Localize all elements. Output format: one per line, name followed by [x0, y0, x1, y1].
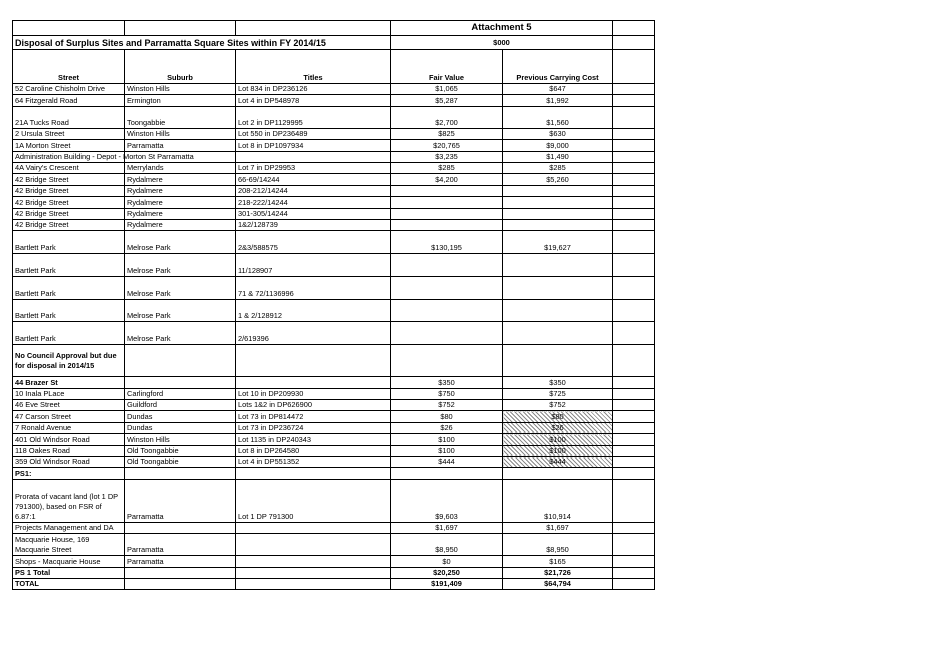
- cell-suburb: Old Toongabbie: [125, 445, 236, 456]
- cell-fair-value: $350: [391, 377, 503, 388]
- cell-previous-carrying-cost: $100: [503, 434, 613, 445]
- cell-suburb: Merrylands: [125, 162, 236, 173]
- grand-total-row-previous-carrying-cost: $64,794: [503, 578, 613, 589]
- table-row: [13, 276, 655, 299]
- cell-suburb: [125, 377, 236, 388]
- cell-street: 2 Ursula Street: [13, 128, 125, 139]
- cell-titles: [236, 522, 391, 533]
- column-header-row: [13, 50, 655, 84]
- cell-suburb: Rydalmere: [125, 197, 236, 208]
- cell-titles: Lot 1135 in DP240343: [236, 434, 391, 445]
- col-header-titles: Titles: [236, 50, 391, 84]
- cell-suburb: [125, 522, 236, 533]
- cell-titles: Lot 7 in DP29953: [236, 162, 391, 173]
- cell-titles: Lot 4 in DP548978: [236, 95, 391, 106]
- cell-fair-value: $130,195: [391, 231, 503, 254]
- cell-suburb: Melrose Park: [125, 231, 236, 254]
- cell-fair-value: $20,765: [391, 140, 503, 151]
- cell-fair-value: $1,065: [391, 84, 503, 95]
- cell-previous-carrying-cost: $752: [503, 400, 613, 411]
- cell-fair-value: $3,235: [391, 151, 503, 162]
- cell-fair-value: $5,287: [391, 95, 503, 106]
- cell-previous-carrying-cost: $1,992: [503, 95, 613, 106]
- table-row: [13, 400, 655, 411]
- cell-titles: 2/619396: [236, 322, 391, 345]
- table-row: [13, 299, 655, 322]
- cell-suburb: Rydalmere: [125, 208, 236, 219]
- cell-fair-value: $80: [391, 411, 503, 422]
- cell-street: Shops - Macquarie House: [13, 556, 125, 567]
- cell-suburb: Guildford: [125, 400, 236, 411]
- sheet-title: Disposal of Surplus Sites and Parramatta Square Sites within FY 2014/15: [13, 36, 391, 50]
- table-row: [13, 434, 655, 445]
- cell-suburb: Rydalmere: [125, 185, 236, 196]
- ps1-total-row-fair-value: $20,250: [391, 567, 503, 578]
- disposal-sites-table: [12, 20, 655, 590]
- grand-total-row-fair-value: $191,409: [391, 578, 503, 589]
- cell-titles: 301-305/14244: [236, 208, 391, 219]
- col-header-fair-value: Fair Value: [391, 50, 503, 84]
- ps1-total-row-label: PS 1 Total: [13, 567, 125, 578]
- attachment-label: Attachment 5: [391, 21, 613, 36]
- cell-street: 42 Bridge Street: [13, 197, 125, 208]
- cell-fair-value: $825: [391, 128, 503, 139]
- cell-street: Prorata of vacant land (lot 1 DP 791300), based on FSR of 6.87:1: [13, 479, 125, 522]
- cell-suburb: Melrose Park: [125, 322, 236, 345]
- cell-titles: Lot 73 in DP236724: [236, 422, 391, 433]
- cell-suburb: Carlingford: [125, 388, 236, 399]
- cell-fair-value: $4,200: [391, 174, 503, 185]
- cell-titles: [236, 534, 391, 556]
- table-row: [13, 457, 655, 468]
- cell-suburb: Rydalmere: [125, 174, 236, 185]
- table-row: [13, 534, 655, 556]
- cell-street: 359 Old Windsor Road: [13, 457, 125, 468]
- cell-suburb: Parramatta: [125, 140, 236, 151]
- cell-street: 42 Bridge Street: [13, 174, 125, 185]
- cell-suburb: Melrose Park: [125, 254, 236, 277]
- cell-street: 4A Vairy's Crescent: [13, 162, 125, 173]
- ps1-total-row: [13, 567, 655, 578]
- table-row: [13, 388, 655, 399]
- cell-suburb: Winston Hills: [125, 434, 236, 445]
- cell-titles: 218-222/14244: [236, 197, 391, 208]
- table-row: [13, 106, 655, 128]
- cell-titles: [236, 556, 391, 567]
- cell-previous-carrying-cost: $630: [503, 128, 613, 139]
- cell-street: 42 Bridge Street: [13, 219, 125, 230]
- cell-titles: Lot 73 in DP814472: [236, 411, 391, 422]
- table-row: [13, 231, 655, 254]
- cell-titles: Lots 1&2 in DP626900: [236, 400, 391, 411]
- grand-total-row: [13, 578, 655, 589]
- table-row: [13, 479, 655, 522]
- cell-street: Bartlett Park: [13, 276, 125, 299]
- cell-fair-value: [391, 254, 503, 277]
- cell-street: 7 Ronald Avenue: [13, 422, 125, 433]
- cell-titles: 71 & 72/1136996: [236, 276, 391, 299]
- cell-previous-carrying-cost: $444: [503, 457, 613, 468]
- cell-street: 42 Bridge Street: [13, 208, 125, 219]
- cell-street: Projects Management and DA: [13, 522, 125, 533]
- attachment-row: [13, 21, 655, 36]
- cell-suburb: Parramatta: [125, 534, 236, 556]
- cell-street: 52 Caroline Chisholm Drive: [13, 84, 125, 95]
- table-row: [13, 84, 655, 95]
- cell-street: 401 Old Windsor Road: [13, 434, 125, 445]
- section-header-row: [13, 468, 655, 479]
- cell-suburb: Dundas: [125, 422, 236, 433]
- cell-fair-value: $444: [391, 457, 503, 468]
- cell-titles: Lot 4 in DP551352: [236, 457, 391, 468]
- cell-street: 42 Bridge Street: [13, 185, 125, 196]
- ps1-total-row-previous-carrying-cost: $21,726: [503, 567, 613, 578]
- table-row: [13, 162, 655, 173]
- no-approval-label: No Council Approval but due for disposal in 2014/15: [13, 345, 125, 377]
- cell-previous-carrying-cost: $647: [503, 84, 613, 95]
- cell-street: Macquarie House, 169 Macquarie Street: [13, 534, 125, 556]
- cell-titles: Lot 2 in DP1129995: [236, 106, 391, 128]
- cell-street: 118 Oakes Road: [13, 445, 125, 456]
- cell-previous-carrying-cost: [503, 254, 613, 277]
- cell-street: 21A Tucks Road: [13, 106, 125, 128]
- cell-previous-carrying-cost: [503, 276, 613, 299]
- table-row: [13, 445, 655, 456]
- cell-previous-carrying-cost: $1,697: [503, 522, 613, 533]
- cell-suburb: Melrose Park: [125, 276, 236, 299]
- cell-previous-carrying-cost: $10,914: [503, 479, 613, 522]
- cell-street: Bartlett Park: [13, 231, 125, 254]
- cell-previous-carrying-cost: $1,490: [503, 151, 613, 162]
- table-row: [13, 322, 655, 345]
- cell-titles: 66-69/14244: [236, 174, 391, 185]
- cell-titles: Lot 10 in DP209930: [236, 388, 391, 399]
- cell-fair-value: $752: [391, 400, 503, 411]
- cell-previous-carrying-cost: $80: [503, 411, 613, 422]
- title-row: [13, 36, 655, 50]
- cell-street: Bartlett Park: [13, 322, 125, 345]
- table-row: [13, 411, 655, 422]
- cell-fair-value: [391, 299, 503, 322]
- cell-previous-carrying-cost: $19,627: [503, 231, 613, 254]
- cell-titles: [236, 377, 391, 388]
- cell-titles: 1&2/128739: [236, 219, 391, 230]
- cell-previous-carrying-cost: [503, 208, 613, 219]
- col-header-previous-carrying-cost: Previous Carrying Cost: [503, 50, 613, 84]
- cell-previous-carrying-cost: $8,950: [503, 534, 613, 556]
- cell-street: Bartlett Park: [13, 254, 125, 277]
- ps1-label: PS1:: [13, 468, 125, 479]
- cell-suburb: Rydalmere: [125, 219, 236, 230]
- cell-fair-value: [391, 276, 503, 299]
- cell-previous-carrying-cost: [503, 197, 613, 208]
- cell-previous-carrying-cost: $285: [503, 162, 613, 173]
- table-row: [13, 377, 655, 388]
- cell-titles: Lot 834 in DP236126: [236, 84, 391, 95]
- cell-previous-carrying-cost: [503, 322, 613, 345]
- table-row: [13, 219, 655, 230]
- cell-fair-value: $1,697: [391, 522, 503, 533]
- cell-previous-carrying-cost: $165: [503, 556, 613, 567]
- table-row: [13, 208, 655, 219]
- cell-fair-value: [391, 219, 503, 230]
- table-row: [13, 254, 655, 277]
- table-row: [13, 185, 655, 196]
- table-row: [13, 522, 655, 533]
- cell-fair-value: $285: [391, 162, 503, 173]
- cell-suburb: Parramatta: [125, 556, 236, 567]
- cell-previous-carrying-cost: [503, 299, 613, 322]
- cell-fair-value: [391, 185, 503, 196]
- cell-previous-carrying-cost: $725: [503, 388, 613, 399]
- table-row: [13, 151, 655, 162]
- cell-previous-carrying-cost: $350: [503, 377, 613, 388]
- cell-fair-value: $8,950: [391, 534, 503, 556]
- cell-street: 10 Inala PLace: [13, 388, 125, 399]
- cell-previous-carrying-cost: [503, 185, 613, 196]
- cell-titles: 2&3/588575: [236, 231, 391, 254]
- grand-total-row-label: TOTAL: [13, 578, 125, 589]
- cell-fair-value: $750: [391, 388, 503, 399]
- cell-suburb: Dundas: [125, 411, 236, 422]
- cell-street: Administration Building - Depot - Morton St Parramatta: [13, 151, 125, 162]
- cell-street: 47 Carson Street: [13, 411, 125, 422]
- cell-titles: Lot 8 in DP264580: [236, 445, 391, 456]
- cell-suburb: Toongabbie: [125, 106, 236, 128]
- table-row: [13, 197, 655, 208]
- table-row: [13, 556, 655, 567]
- cell-street: 46 Eve Street: [13, 400, 125, 411]
- cell-titles: 1 & 2/128912: [236, 299, 391, 322]
- cell-titles: 208-212/14244: [236, 185, 391, 196]
- cell-fair-value: $2,700: [391, 106, 503, 128]
- cell-previous-carrying-cost: [503, 219, 613, 230]
- cell-previous-carrying-cost: $100: [503, 445, 613, 456]
- cell-fair-value: $100: [391, 445, 503, 456]
- cell-suburb: Winston Hills: [125, 84, 236, 95]
- section-header-row: [13, 345, 655, 377]
- cell-fair-value: $100: [391, 434, 503, 445]
- cell-fair-value: [391, 208, 503, 219]
- cell-fair-value: [391, 197, 503, 208]
- col-header-suburb: Suburb: [125, 50, 236, 84]
- cell-previous-carrying-cost: $26: [503, 422, 613, 433]
- table-row: [13, 95, 655, 106]
- cell-titles: Lot 1 DP 791300: [236, 479, 391, 522]
- cell-suburb: Winston Hills: [125, 128, 236, 139]
- table-row: [13, 128, 655, 139]
- cell-titles: [236, 151, 391, 162]
- table-row: [13, 174, 655, 185]
- cell-previous-carrying-cost: $9,000: [503, 140, 613, 151]
- col-header-street: Street: [13, 50, 125, 84]
- cell-street: Bartlett Park: [13, 299, 125, 322]
- cell-street: 64 Fitzgerald Road: [13, 95, 125, 106]
- table-row: [13, 422, 655, 433]
- cell-previous-carrying-cost: $1,560: [503, 106, 613, 128]
- cell-suburb: Melrose Park: [125, 299, 236, 322]
- cell-fair-value: [391, 322, 503, 345]
- cell-suburb: Ermington: [125, 95, 236, 106]
- cell-fair-value: $26: [391, 422, 503, 433]
- cell-suburb: Parramatta: [125, 479, 236, 522]
- cell-titles: 11/128907: [236, 254, 391, 277]
- cell-previous-carrying-cost: $5,260: [503, 174, 613, 185]
- table-row: [13, 140, 655, 151]
- cell-street: 44 Brazer St: [13, 377, 125, 388]
- cell-suburb: Old Toongabbie: [125, 457, 236, 468]
- cell-fair-value: $9,603: [391, 479, 503, 522]
- cell-street: 1A Morton Street: [13, 140, 125, 151]
- cell-titles: Lot 8 in DP1097934: [236, 140, 391, 151]
- cell-titles: Lot 550 in DP236489: [236, 128, 391, 139]
- cell-fair-value: $0: [391, 556, 503, 567]
- unit-label: $000: [391, 36, 613, 50]
